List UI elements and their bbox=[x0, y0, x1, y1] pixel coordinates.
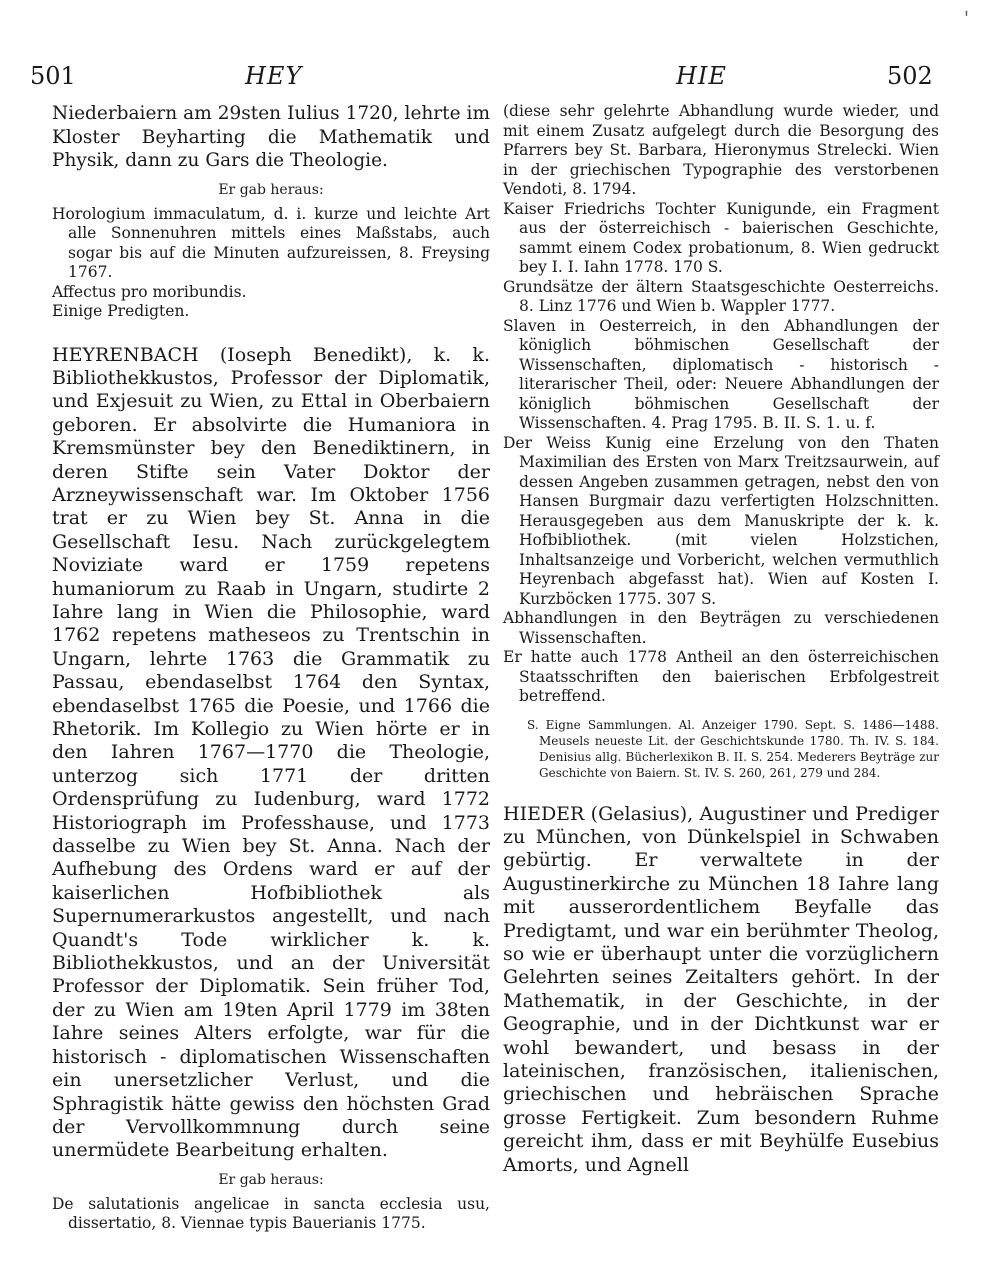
reference-note: S. Eigne Sammlungen. Al. Anzeiger 1790. Sept. S. 1486—1488. Meusels neueste Lit. der Geschichtskunde 1780. Th. IV. S. 184. Denisius allg. Bücherlexikon B. II. S. 254. Mederers Beyträge zur Geschichte von Baiern. St. IV. S. 260, 261, 279 und 284. bbox=[527, 717, 939, 780]
heyrenbach-biography: HEYRENBACH (Ioseph Benedikt), k. k. Bibliothekkustos, Professor der Diplomatik, und Exjesuit zu Wien, zu Ettal in Oberbaiern geboren. Er absolvirte die Humaniora in Kremsmünster bey den Benediktinern, in deren Stifte sein Vater Doktor der Arzneywissenschaft war. Im Oktober 1756 trat er zu Wien bey St. Anna in die Gesellschaft Iesu. Nach zurückgelegtem Noviziate ward er 1759 repetens humaniorum zu Raab in Ungarn, studirte 2 Iahre lang in Wien die Philosophie, ward 1762 repetens matheseos zu Trentschin in Ungarn, lehrte 1763 die Grammatik zu Passau, ebendaselbst 1764 den Syntax, ebendaselbst 1765 die Poesie, und 1766 die Rhetorik. Im Kollegio zu Wien hörte er in den Iahren 1767—1770 die Theologie, unterzog sich 1771 der dritten Ordensprüfung zu Iudenburg, ward 1772 Historiograph im Professhause, und 1773 dasselbe zu Wien bey St. Anna. Nach der Aufhebung des Ordens ward er auf der kaiserlichen Hofbibliothek als Supernumerarkustos angestellt, und nach Quandt's Tode wirklicher k. k. Bibliothekkustos, und an der Universität Professor der Diplomatik. Sein früher Tod, der zu Wien am 19ten April 1779 im 38ten Iahre seines Alters erfolgte, war für die historisch - diplomatischen Wissenschaften ein unersetzlicher Verlust, und die Sphragistik hätte gewiss den höchsten Grad der Vervollkommnung durch seine unermüdete Bearbeitung erhalten. bbox=[52, 343, 490, 1162]
left-column bbox=[52, 102, 490, 1234]
works-heading-2: Er gab heraus: bbox=[218, 1171, 324, 1188]
work-entry: De salutationis angelicae in sancta ecclesia usu, dissertatio, 8. Viennae typis Bauerianis 1775. bbox=[52, 1194, 490, 1233]
work-entry: Einige Predigten. bbox=[52, 302, 190, 320]
corner-mark: ' bbox=[964, 8, 969, 29]
running-head-left: HEY bbox=[245, 62, 303, 90]
works-heading-1: Er gab heraus: bbox=[218, 181, 324, 198]
work-entry: Slaven in Oesterreich, in den Abhandlungen der königlich böhmischen Gesellschaft der Wissenschaften, diplomatisch - historisch - literarischer Theil, oder: Neuere Abhandlungen der königlich böhmischen Gesellschaft der Wissenschaften. 4. Prag 1795. B. II. S. 1. u. f. bbox=[503, 316, 939, 432]
work-entry: Affectus pro moribundis. bbox=[52, 282, 247, 301]
page-number-left: 501 bbox=[30, 62, 76, 90]
hieder-biography: HIEDER (Gelasius), Augustiner und Prediger zu München, von Dünkelspiel in Schwaben gebürtig. Er verwaltete in der Augustinerkirche zu München 18 Iahre lang mit ausserordentlichem Beyfalle das Predigtamt, und war ein berühmter Theolog, so wie er überhaupt unter die vorzüglichern Gelehrten seines Zeitalters gehört. In der Mathematik, in der Geschichte, in der Geographie, und in der Dichtkunst war er wohl bewandert, und besass in der lateinischen, französischen, italienischen, griechischen und hebräischen Sprache grosse Fertigkeit. Zum besondern Ruhme gereicht ihm, dass er mit Beyhülfe Eusebius Amorts, und Agnell bbox=[503, 802, 939, 1176]
page-number-right: 502 bbox=[887, 62, 933, 90]
work-entry: Kaiser Friedrichs Tochter Kunigunde, ein Fragment aus der österreichisch - baierischen Geschichte, sammt einem Codex probationum, 8. Wien gedruckt bey I. I. Iahn 1778. 170 S. bbox=[503, 199, 939, 276]
work-entry: Grundsätze der ältern Staatsgeschichte Oesterreichs. 8. Linz 1776 und Wien b. Wappler 1777. bbox=[503, 277, 939, 315]
running-head-right: HIE bbox=[676, 62, 727, 90]
work-entry: Abhandlungen in den Beyträgen zu verschiedenen Wissenschaften. bbox=[503, 609, 939, 647]
intro-paragraph: Niederbaiern am 29sten Iulius 1720, lehrte im Kloster Beyharting die Mathematik und Physik, dann zu Gars die Theologie. bbox=[52, 103, 490, 171]
right-column bbox=[503, 102, 939, 1177]
continuation-paragraph: (diese sehr gelehrte Abhandlung wurde wieder, und mit einem Zusatz aufgelegt durch die Besorgung des Pfarrers bey St. Barbara, Hieronymus Strelecki. Wien in der griechischen Typographie des verstorbenen Vendoti, 8. 1794. bbox=[503, 102, 939, 198]
work-entry: Der Weiss Kunig eine Erzelung von den Thaten Maximilian des Ersten von Marx Treitzsaurwein, auf dessen Angeben zusammen getragen, nebst den von Hansen Burgmair dazu verfertigten Holzschnitten. Herausgegeben aus dem Manuskripte der k. k. Hofbibliothek. (mit vielen Holzstichen, Inhaltsanzeige und Vorbericht, welchen vermuthlich Heyrenbach abgefasst hat). Wien auf Kosten I. Kurzböcken 1775. 307 S. bbox=[503, 433, 939, 608]
work-entry: Horologium immaculatum, d. i. kurze und leichte Art alle Sonnenuhren mittels eines Maßstabs, auch sogar bis auf die Minuten aufzureissen, 8. Freysing 1767. bbox=[52, 204, 490, 281]
work-entry: Er hatte auch 1778 Antheil an den österreichischen Staatsschriften den baierischen Erbfolgestreit betreffend. bbox=[503, 648, 939, 705]
